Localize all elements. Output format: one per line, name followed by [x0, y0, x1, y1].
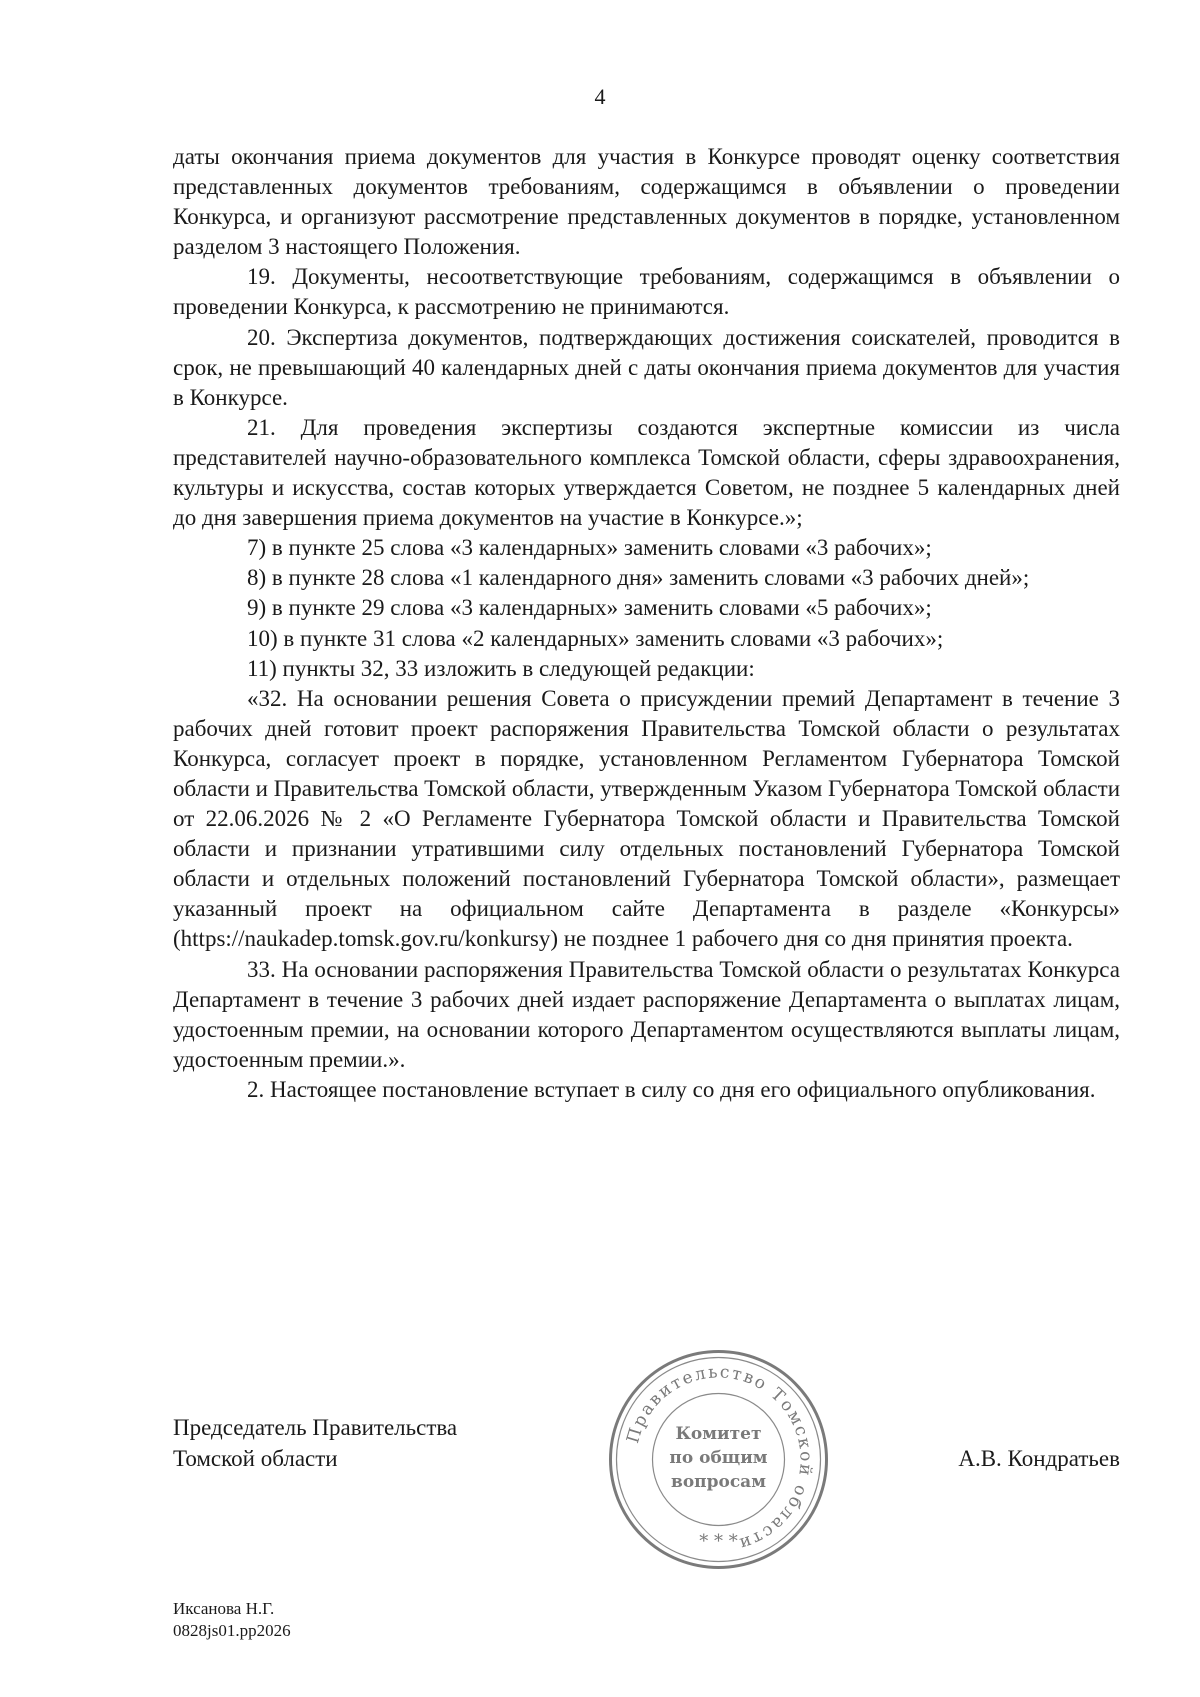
paragraph: 2. Настоящее постановление вступает в силу со дня его официального опубликования.: [247, 1076, 1096, 1102]
signatory-name: А.В. Кондратьев: [958, 1446, 1120, 1471]
seal-center-line: по общим: [669, 1448, 768, 1468]
paragraph: 11) пункты 32, 33 изложить в следующей редакции:: [247, 655, 755, 681]
signatory-position-line: Председатель Правительства: [173, 1415, 458, 1440]
seal-ring-text-path: Правительство Томской области: [623, 1362, 816, 1555]
paragraph: «32. На основании решения Совета о присуждении премий Департамент в течение 3 рабочих дней готовит проект распоряжения Правительства Томской области о результатах Конкурса, согласует проект в порядке, установленном Регламентом Губернатора Томской области и Правительства Томской области, утвержденным Указом Губернатора Томской области от 22.06.2026 № 2 «О Регламенте Губернатора Томской области и Правительства Томской области и признании утратившими силу отдельных постановлений Губернатора Томской области и отдельных положений постановлений Губернатора Томской области», размещает указанный проект на официальном сайте Департамента в разделе «Конкурсы» (https://naukadep.tomsk.gov.ru/konkursy) не позднее 1 рабочего дня со дня принятия проекта.: [173, 685, 1120, 952]
paragraph: 20. Экспертиза документов, подтверждающих достижения соискателей, проводится в срок, не превышающий 40 календарных дней с даты окончания приема документов для участия в Конкурсе.: [173, 324, 1120, 410]
page-number: 4: [594, 84, 606, 109]
paragraph: 9) в пункте 29 слова «3 календарных» заменить словами «5 рабочих»;: [247, 595, 932, 621]
signatory-position-line: Томской области: [173, 1446, 338, 1471]
paragraph: 7) в пункте 25 слова «3 календарных» заменить словами «3 рабочих»;: [247, 535, 932, 561]
paragraph: 10) в пункте 31 слова «2 календарных» заменить словами «3 рабочих»;: [247, 625, 944, 651]
document-body: [173, 142, 1120, 1105]
paragraph: 8) в пункте 28 слова «1 календарного дня» заменить словами «3 рабочих дней»;: [247, 565, 1030, 591]
document-file-code: 0828js01.pp2026: [173, 1621, 291, 1640]
signatory-position: [173, 1412, 457, 1474]
paragraph: 21. Для проведения экспертизы создаются экспертные комиссии из числа представителей научно-образовательного комплекса Томской области, сферы здравоохранения, культуры и искусства, состав которых утверждается Советом, не позднее 5 календарных дней до дня завершения приема документов на участие в Конкурсе.»;: [173, 414, 1120, 531]
paragraph: 19. Документы, несоответствующие требованиям, содержащимся в объявлении о проведении Конкурса, к рассмотрению не принимаются.: [173, 264, 1120, 320]
seal-graphic: [606, 1347, 831, 1572]
seal-center-line: Комитет: [675, 1424, 762, 1444]
seal-stars: * * *: [699, 1531, 738, 1552]
executor-name: Иксанова Н.Г.: [173, 1599, 275, 1618]
paragraph: даты окончания приема документов для участия в Конкурсе проводят оценку соответствия представленных документов требованиям, содержащимся в объявлении о проведении Конкурса, и организуют рассмотрение представленных документов в порядке, установленном разделом 3 настоящего Положения.: [173, 144, 1120, 260]
official-seal: [606, 1347, 831, 1572]
paragraph: 33. На основании распоряжения Правительства Томской области о результатах Конкурса Департамент в течение 3 рабочих дней издает распоряжение Департамента о выплатах лицам, удостоенным премии, на основании которого Департаментом осуществляются выплаты лицам, удостоенным премии.».: [173, 956, 1120, 1072]
executor-block: [173, 1598, 291, 1642]
seal-center-line: вопросам: [671, 1472, 766, 1492]
